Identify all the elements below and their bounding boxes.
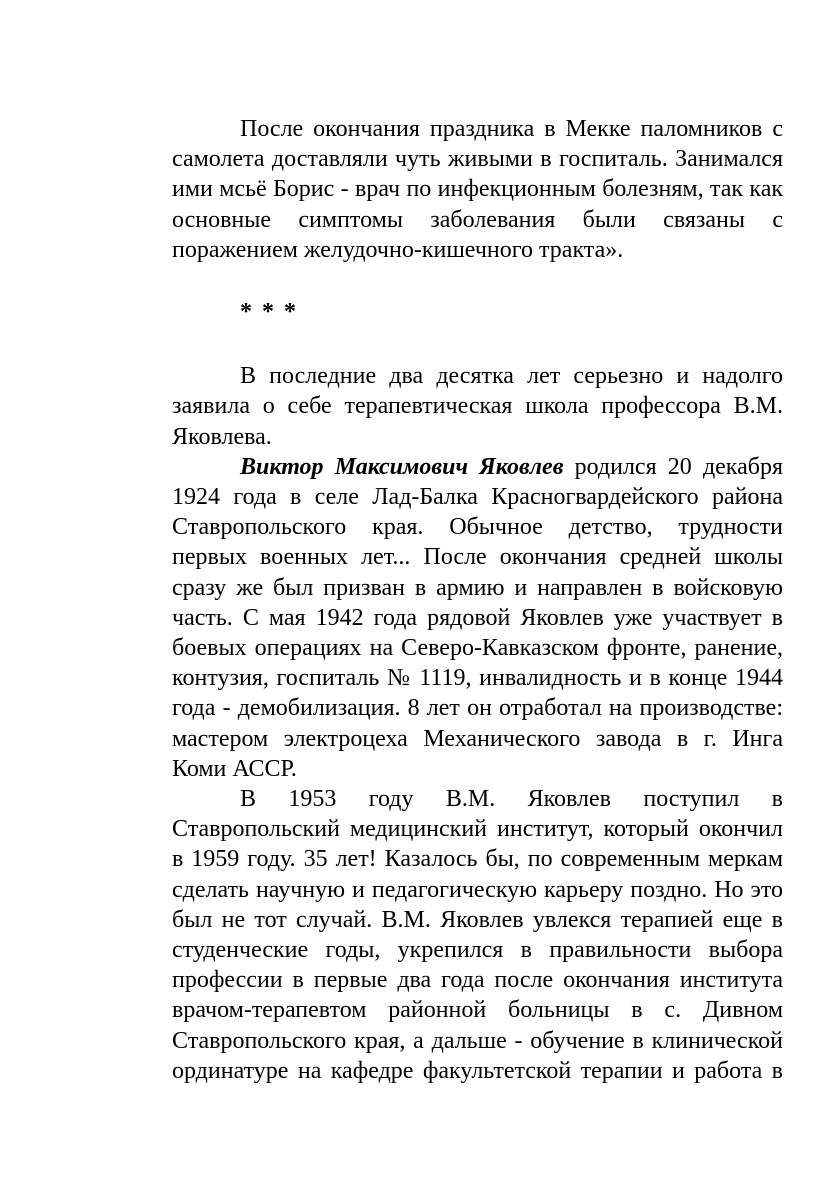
paragraph-therapeutic-school: В последние два десятка лет серьезно и надолго заявила о себе терапевтическая школа профессора В.М. Яковлева. (172, 363, 783, 450)
paragraph-biography (172, 452, 783, 784)
biography-text: родился 20 декабря 1924 года в селе Лад-Балка Красногвардейского района Ставропольского края. Обычное детство, трудности первых военных лет... После окончания средней школы сразу же был призван в армию и направлен в войсковую часть. С мая 1942 года рядовой Яковлев уже участвует в боевых операциях на Северо-Кавказском фронте, ранение, контузия, госпиталь № 1119, инвалидность и в конце 1944 года - демобилизация. 8 лет он отработал на производстве: мастером электроцеха Механического завода в г. Инга Коми АССР. (172, 453, 783, 782)
paragraph-mecca-pilgrims: После окончания праздника в Мекке паломников с самолета доставляли чуть живыми в госпиталь. Занимался ими мсьё Борис - врач по инфекционным болезням, так как основные симптомы заболевания были связаны с поражением желудочно-кишечного тракта». (172, 116, 783, 263)
person-name-bold-italic: Виктор Максимович Яковлев (240, 453, 564, 480)
document-page (172, 114, 783, 1086)
paragraph-education: В 1953 году В.М. Яковлев поступил в Ставропольский медицинский институт, который окончил в 1959 году. 35 лет! Казалось бы, по современным меркам сделать научную и педагогическую карьеру поздно. Но это был не тот случай. В.М. Яковлев увлекся терапией еще в студенческие годы, укрепился в правильности выбора профессии в первые два года после окончания института врачом-терапевтом районной больницы в с. Дивном Ставропольского края, а дальше - обучение в клинической ординатуре на кафедре факультетской терапии и работа в (172, 786, 783, 1084)
section-separator: * * * (240, 299, 298, 326)
